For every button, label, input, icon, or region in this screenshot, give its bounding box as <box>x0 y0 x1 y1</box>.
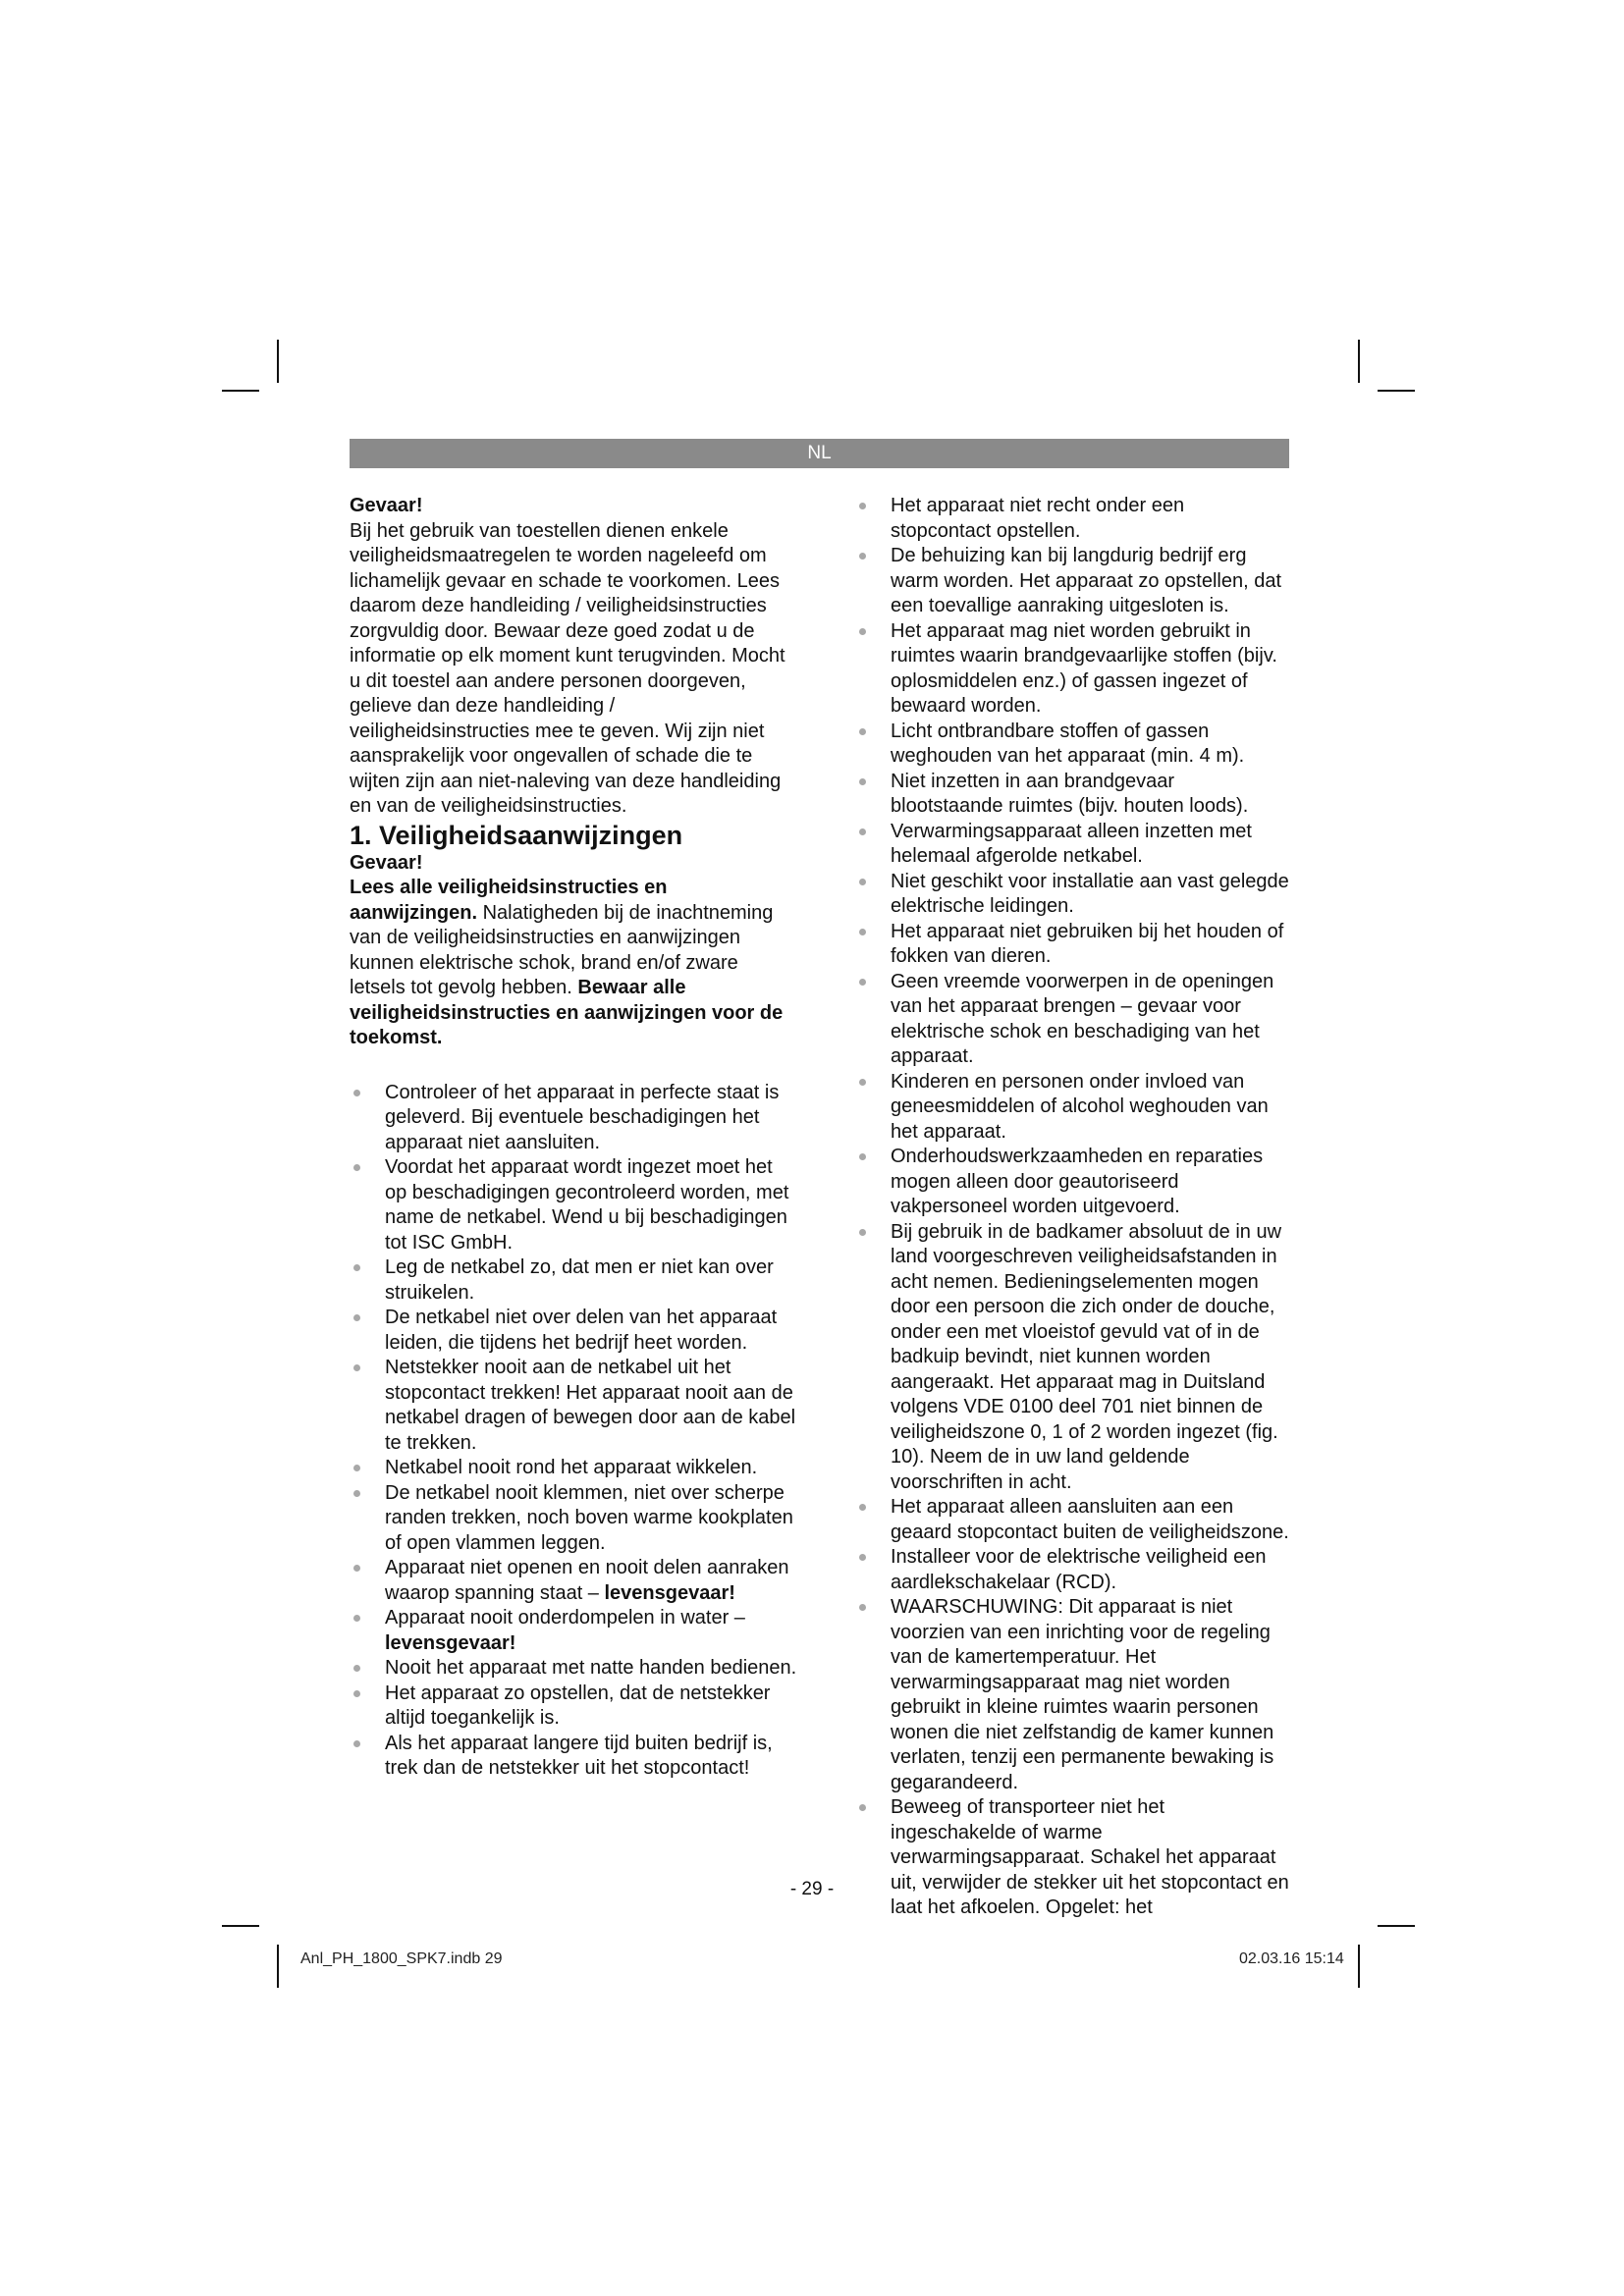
warning-bold-lead: Lees alle veiligheidsinstructies en aanwijzingen. <box>350 877 668 924</box>
right-bullet-list <box>855 494 1289 1921</box>
list-item: Nooit het apparaat met natte handen bedienen. <box>350 1656 797 1682</box>
list-item: Beweeg of transporteer niet het ingeschakelde of warme verwarmingsapparaat. Schakel het apparaat uit, verwijder de stekker uit het stopcontact en laat het afkoelen. Opgelet: het <box>855 1795 1289 1921</box>
crop-mark-icon <box>1358 340 1360 383</box>
list-item: Kinderen en personen onder invloed van geneesmiddelen of alcohol weghouden van het apparaat. <box>855 1070 1289 1146</box>
warning-paragraph <box>350 876 797 1051</box>
crop-mark-icon <box>1358 1945 1360 1988</box>
list-item: Leg de netkabel zo, dat men er niet kan over struikelen. <box>350 1255 797 1306</box>
list-item: Controleer of het apparaat in perfecte staat is geleverd. Bij eventuele beschadigingen het apparaat niet aansluiten. <box>350 1081 797 1156</box>
language-code: NL <box>807 443 832 463</box>
footer-timestamp: 02.03.16 15:14 <box>1239 1950 1344 1967</box>
list-item: WAARSCHUWING: Dit apparaat is niet voorzien van een inrichting voor de regeling van de kamertemperatuur. Het verwarmingsapparaat mag niet worden gebruikt in kleine ruimtes waarin personen wonen die niet zelfstandig de kamer kunnen verlaten, tenzij een permanente bewaking is gegarandeerd. <box>855 1595 1289 1795</box>
left-column <box>350 494 797 1782</box>
list-item: Het apparaat niet gebruiken bij het houden of fokken van dieren. <box>855 920 1289 970</box>
list-item: Onderhoudswerkzaamheden en reparaties mogen alleen door geautoriseerd vakpersoneel worden uitgevoerd. <box>855 1145 1289 1220</box>
list-item: Het apparaat alleen aansluiten aan een geaard stopcontact buiten de veiligheidszone. <box>855 1495 1289 1545</box>
list-item: Licht ontbrandbare stoffen of gassen weghouden van het apparaat (min. 4 m). <box>855 720 1289 770</box>
warning-bold-tail: Bewaar alle veiligheidsinstructies en aanwijzingen voor de toekomst. <box>350 977 784 1048</box>
crop-mark-icon <box>222 390 259 392</box>
page-number: - 29 - <box>789 1879 835 1899</box>
list-item: Niet inzetten in aan brandgevaar blootstaande ruimtes (bijv. houten loods). <box>855 770 1289 820</box>
list-item: Apparaat nooit onderdompelen in water – levensgevaar! <box>350 1606 797 1656</box>
list-item: De behuizing kan bij langdurig bedrijf erg warm worden. Het apparaat zo opstellen, dat een toevallige aanraking uitgesloten is. <box>855 544 1289 619</box>
list-item: Geen vreemde voorwerpen in de openingen van het apparaat brengen – gevaar voor elektrische schok en beschadiging van het apparaat. <box>855 970 1289 1070</box>
crop-mark-icon <box>222 1925 259 1927</box>
list-item: Netstekker nooit aan de netkabel uit het stopcontact trekken! Het apparaat nooit aan de netkabel dragen of bewegen door aan de kabel te trekken. <box>350 1356 797 1456</box>
list-item: Niet geschikt voor installatie aan vast gelegde elektrische leidingen. <box>855 870 1289 920</box>
language-header-bar <box>350 439 1289 468</box>
list-item: Als het apparaat langere tijd buiten bedrijf is, trek dan de netstekker uit het stopcontact! <box>350 1732 797 1782</box>
list-item: Netkabel nooit rond het apparaat wikkelen. <box>350 1456 797 1481</box>
intro-heading: Gevaar! <box>350 495 423 516</box>
list-item: Verwarmingsapparaat alleen inzetten met helemaal afgerolde netkabel. <box>855 820 1289 870</box>
left-bullet-list <box>350 1081 797 1782</box>
danger-heading: Gevaar! <box>350 851 423 874</box>
list-item: Het apparaat zo opstellen, dat de netstekker altijd toegankelijk is. <box>350 1682 797 1732</box>
list-item: De netkabel niet over delen van het apparaat leiden, die tijdens het bedrijf heet worden. <box>350 1306 797 1356</box>
section-title: 1. Veiligheidsaanwijzingen <box>350 820 683 850</box>
intro-paragraph: Bij het gebruik van toestellen dienen enkele veiligheidsmaatregelen te worden nageleefd om lichamelijk gevaar en schade te voorkomen. Lees daarom deze handleiding / veiligheidsinstructies zorgvuldig door. Bewaar deze goed zodat u de informatie op elk moment kunt terugvinden. Mocht u dit toestel aan andere personen doorgeven, gelieve dan deze handleiding / veiligheidsinstructies mee te geven. Wij zijn niet aansprakelijk voor ongevallen of schade die te wijten zijn aan niet-naleving van deze handleiding en van de veiligheidsinstructies. <box>350 519 785 817</box>
list-item: Installeer voor de elektrische veiligheid een aardlekschakelaar (RCD). <box>855 1545 1289 1595</box>
footer-file-name: Anl_PH_1800_SPK7.indb 29 <box>300 1950 503 1967</box>
list-item: Bij gebruik in de badkamer absoluut de in uw land voorgeschreven veiligheidsafstanden in acht nemen. Bedieningselementen mogen door een persoon die zich onder de douche, onder een met vloeistof gevuld vat of in de badkuip bevindt, niet kunnen worden aangeraakt. Het apparaat mag in Duitsland volgens VDE 0100 deel 701 niet binnen de veiligheidszone 0, 1 of 2 worden ingezet (fig. 10). Neem de in uw land geldende voorschriften in acht. <box>855 1220 1289 1496</box>
list-item: Voordat het apparaat wordt ingezet moet het op beschadigingen gecontroleerd worden, met name de netkabel. Wend u bij beschadigingen tot ISC GmbH. <box>350 1155 797 1255</box>
list-item: Apparaat niet openen en nooit delen aanraken waarop spanning staat – levensgevaar! <box>350 1556 797 1606</box>
right-column <box>855 494 1289 1921</box>
crop-mark-icon <box>1378 1925 1415 1927</box>
warning-text: Nalatigheden bij de inachtneming van de veiligheidsinstructies en aanwijzingen kunnen elektrische schok, brand en/of zware letsels tot gevolg hebben. <box>350 901 774 998</box>
crop-mark-icon <box>277 1945 279 1988</box>
list-item: Het apparaat mag niet worden gebruikt in ruimtes waarin brandgevaarlijke stoffen (bijv. oplosmiddelen enz.) of gassen ingezet of bewaard worden. <box>855 619 1289 720</box>
list-item: De netkabel nooit klemmen, niet over scherpe randen trekken, noch boven warme kookplaten of open vlammen leggen. <box>350 1481 797 1557</box>
crop-mark-icon <box>277 340 279 383</box>
list-item: Het apparaat niet recht onder een stopcontact opstellen. <box>855 494 1289 544</box>
crop-mark-icon <box>1378 390 1415 392</box>
